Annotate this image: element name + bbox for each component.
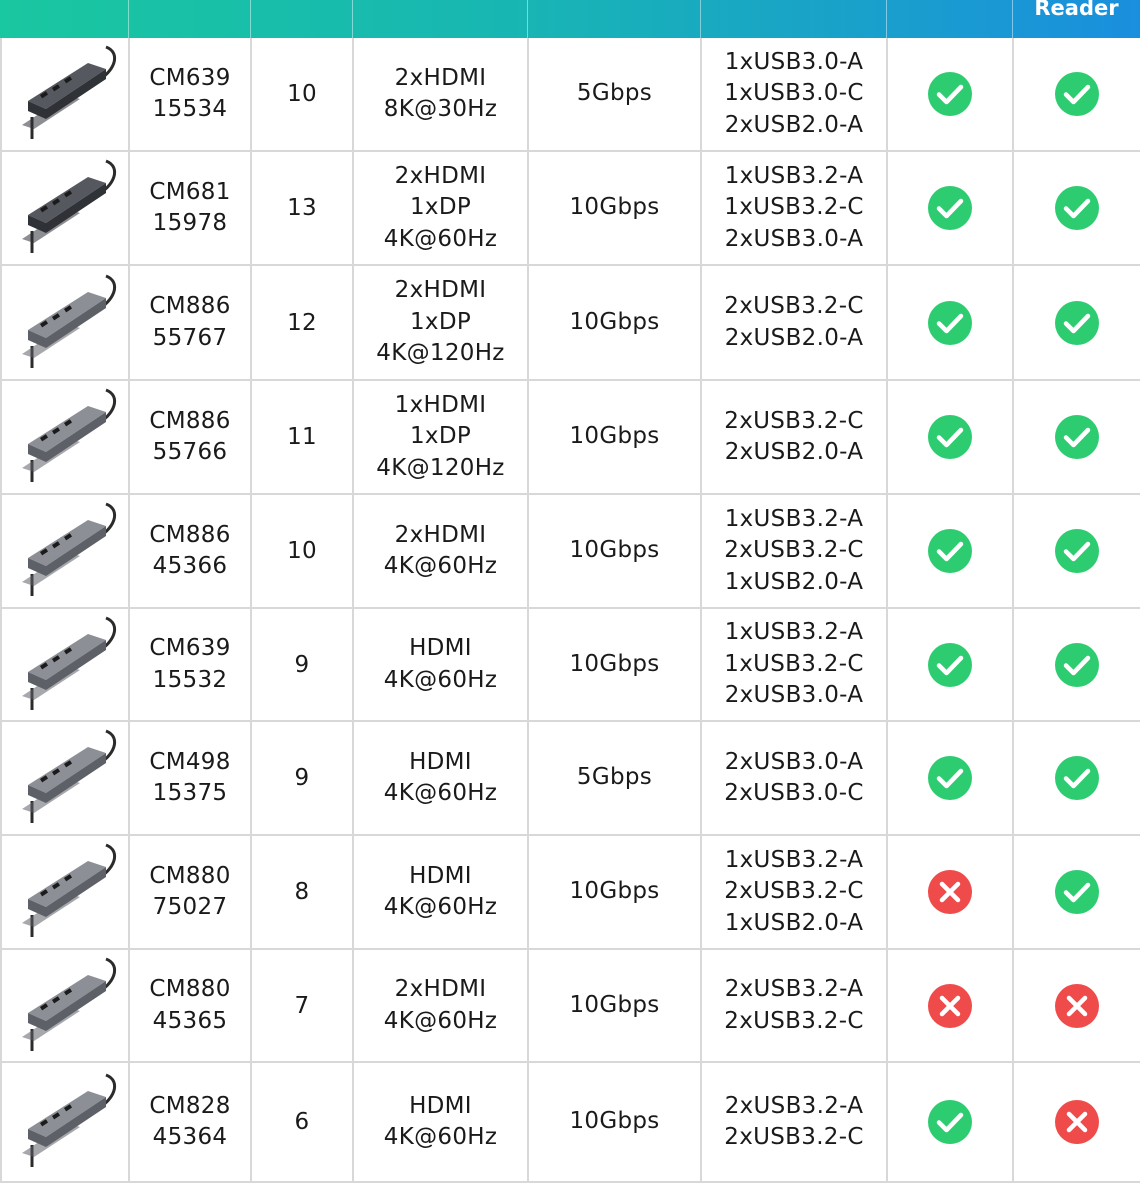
table-header bbox=[0, 0, 1140, 40]
header-cell bbox=[527, 0, 700, 38]
model-text: CM639 15532 bbox=[149, 635, 231, 693]
table-row bbox=[0, 152, 1140, 266]
usb-hub-icon bbox=[10, 153, 120, 263]
speed-cell bbox=[527, 836, 700, 948]
card-reader-cell bbox=[1012, 1063, 1140, 1181]
video-text: HDMI 4K@60Hz bbox=[383, 635, 498, 693]
usb-text: 1xUSB3.2-A 1xUSB3.2-C 2xUSB3.0-A bbox=[724, 619, 864, 709]
card-reader-cell bbox=[1012, 722, 1140, 834]
table-row bbox=[0, 1063, 1140, 1183]
table-row bbox=[0, 609, 1140, 722]
speed-cell bbox=[527, 722, 700, 834]
model-text: CM886 45366 bbox=[149, 521, 231, 579]
video-text: HDMI 4K@60Hz bbox=[383, 748, 498, 806]
ports-text: 9 bbox=[294, 651, 310, 678]
usb-ports-cell bbox=[700, 38, 886, 150]
usb-text: 1xUSB3.0-A 1xUSB3.0-C 2xUSB2.0-A bbox=[724, 48, 864, 138]
speed-cell bbox=[527, 381, 700, 493]
ports-text: 6 bbox=[294, 1109, 310, 1135]
feature-cell bbox=[886, 495, 1012, 607]
feature-cell bbox=[886, 152, 1012, 264]
video-text: HDMI 4K@60Hz bbox=[383, 1092, 498, 1150]
usb-text: 1xUSB3.2-A 2xUSB3.2-C 1xUSB2.0-A bbox=[724, 846, 864, 936]
model-text: CM886 55766 bbox=[149, 407, 231, 465]
speed-text: 5Gbps bbox=[576, 80, 653, 107]
ports-text: 11 bbox=[287, 424, 317, 450]
video-cell bbox=[352, 152, 527, 264]
usb-hub-icon bbox=[10, 496, 120, 606]
speed-cell bbox=[527, 38, 700, 150]
ports-text: 10 bbox=[287, 538, 317, 564]
feature-cell bbox=[886, 266, 1012, 379]
check-icon bbox=[927, 185, 973, 231]
speed-text: 10Gbps bbox=[569, 423, 660, 450]
usb-text: 1xUSB3.2-A 1xUSB3.2-C 2xUSB3.0-A bbox=[724, 162, 864, 252]
video-text: 2xHDMI 1xDP 4K@60Hz bbox=[383, 162, 498, 252]
speed-text: 10Gbps bbox=[569, 537, 660, 564]
product-image-cell bbox=[0, 266, 128, 379]
feature-cell bbox=[886, 950, 1012, 1061]
feature-cell bbox=[886, 722, 1012, 834]
check-icon bbox=[1054, 71, 1100, 117]
model-cell bbox=[128, 38, 250, 150]
header-cell bbox=[128, 0, 250, 38]
feature-cell bbox=[886, 836, 1012, 948]
cross-icon bbox=[927, 869, 973, 915]
cross-icon bbox=[1054, 1099, 1100, 1145]
ports-cell bbox=[250, 1063, 352, 1181]
model-text: CM828 45364 bbox=[149, 1092, 231, 1150]
speed-text: 10Gbps bbox=[569, 650, 660, 677]
model-cell bbox=[128, 266, 250, 379]
ports-text: 8 bbox=[294, 879, 310, 905]
table-row bbox=[0, 266, 1140, 381]
speed-text: 10Gbps bbox=[569, 878, 660, 905]
header-label: Reader bbox=[1034, 0, 1119, 20]
video-cell bbox=[352, 1063, 527, 1181]
model-cell bbox=[128, 152, 250, 264]
header-cell bbox=[352, 0, 527, 38]
table-row bbox=[0, 495, 1140, 609]
usb-ports-cell bbox=[700, 836, 886, 948]
ports-cell bbox=[250, 495, 352, 607]
model-text: CM498 15375 bbox=[149, 748, 231, 806]
model-text: CM639 15534 bbox=[149, 64, 231, 122]
speed-text: 5Gbps bbox=[576, 764, 653, 791]
model-cell bbox=[128, 609, 250, 720]
video-cell bbox=[352, 950, 527, 1061]
feature-cell bbox=[886, 609, 1012, 720]
video-text: HDMI 4K@60Hz bbox=[383, 862, 498, 920]
video-cell bbox=[352, 836, 527, 948]
video-text: 2xHDMI 4K@60Hz bbox=[383, 521, 498, 579]
ports-text: 10 bbox=[287, 81, 317, 107]
usb-hub-icon bbox=[10, 723, 120, 833]
speed-text: 10Gbps bbox=[569, 308, 660, 335]
card-reader-cell bbox=[1012, 152, 1140, 264]
model-text: CM886 55767 bbox=[149, 293, 231, 351]
product-image-cell bbox=[0, 495, 128, 607]
ports-cell bbox=[250, 381, 352, 493]
check-icon bbox=[927, 755, 973, 801]
card-reader-cell bbox=[1012, 381, 1140, 493]
product-image-cell bbox=[0, 381, 128, 493]
model-cell bbox=[128, 950, 250, 1061]
ports-cell bbox=[250, 152, 352, 264]
video-cell bbox=[352, 609, 527, 720]
check-icon bbox=[927, 528, 973, 574]
usb-hub-icon bbox=[10, 837, 120, 947]
check-icon bbox=[1054, 755, 1100, 801]
video-text: 2xHDMI 4K@60Hz bbox=[383, 976, 498, 1034]
table-row bbox=[0, 950, 1140, 1063]
check-icon bbox=[927, 642, 973, 688]
table-row bbox=[0, 722, 1140, 836]
ports-cell bbox=[250, 609, 352, 720]
model-cell bbox=[128, 722, 250, 834]
card-reader-cell bbox=[1012, 950, 1140, 1061]
cross-icon bbox=[927, 983, 973, 1029]
video-cell bbox=[352, 722, 527, 834]
check-icon bbox=[1054, 869, 1100, 915]
ports-text: 13 bbox=[287, 195, 317, 221]
ports-cell bbox=[250, 38, 352, 150]
usb-text: 2xUSB3.2-A 2xUSB3.2-C bbox=[724, 976, 864, 1034]
check-icon bbox=[1054, 642, 1100, 688]
product-image-cell bbox=[0, 722, 128, 834]
header-cell bbox=[0, 0, 128, 38]
usb-text: 2xUSB3.2-C 2xUSB2.0-A bbox=[724, 407, 864, 465]
ports-cell bbox=[250, 722, 352, 834]
usb-text: 1xUSB3.2-A 2xUSB3.2-C 1xUSB2.0-A bbox=[724, 505, 864, 595]
header-cell bbox=[886, 0, 1012, 38]
usb-hub-icon bbox=[10, 1067, 120, 1177]
usb-hub-icon bbox=[10, 382, 120, 492]
video-text: 2xHDMI 8K@30Hz bbox=[383, 64, 498, 122]
model-text: CM681 15978 bbox=[149, 178, 231, 236]
speed-cell bbox=[527, 152, 700, 264]
video-text: 1xHDMI 1xDP 4K@120Hz bbox=[376, 391, 505, 481]
feature-cell bbox=[886, 38, 1012, 150]
product-image-cell bbox=[0, 38, 128, 150]
ports-cell bbox=[250, 266, 352, 379]
card-reader-cell bbox=[1012, 495, 1140, 607]
check-icon bbox=[927, 71, 973, 117]
model-text: CM880 45365 bbox=[149, 976, 231, 1034]
video-cell bbox=[352, 381, 527, 493]
model-text: CM880 75027 bbox=[149, 862, 231, 920]
card-reader-cell bbox=[1012, 609, 1140, 720]
check-icon bbox=[1054, 414, 1100, 460]
header-cell bbox=[250, 0, 352, 38]
product-image-cell bbox=[0, 609, 128, 720]
video-text: 2xHDMI 1xDP 4K@120Hz bbox=[376, 277, 505, 367]
cross-icon bbox=[1054, 983, 1100, 1029]
product-image-cell bbox=[0, 1063, 128, 1181]
table-row bbox=[0, 836, 1140, 950]
video-cell bbox=[352, 495, 527, 607]
usb-text: 2xUSB3.2-A 2xUSB3.2-C bbox=[724, 1092, 864, 1150]
speed-text: 10Gbps bbox=[569, 194, 660, 221]
header-cell bbox=[1012, 0, 1140, 38]
ports-text: 7 bbox=[294, 992, 310, 1019]
usb-hub-icon bbox=[10, 610, 120, 720]
model-cell bbox=[128, 836, 250, 948]
usb-ports-cell bbox=[700, 722, 886, 834]
feature-cell bbox=[886, 381, 1012, 493]
usb-text: 2xUSB3.0-A 2xUSB3.0-C bbox=[724, 748, 864, 806]
card-reader-cell bbox=[1012, 266, 1140, 379]
product-image-cell bbox=[0, 836, 128, 948]
table-row bbox=[0, 38, 1140, 152]
check-icon bbox=[927, 414, 973, 460]
usb-ports-cell bbox=[700, 495, 886, 607]
check-icon bbox=[1054, 300, 1100, 346]
check-icon bbox=[927, 1099, 973, 1145]
usb-hub-icon bbox=[10, 39, 120, 149]
card-reader-cell bbox=[1012, 836, 1140, 948]
usb-ports-cell bbox=[700, 950, 886, 1061]
ports-text: 12 bbox=[287, 309, 317, 336]
product-image-cell bbox=[0, 152, 128, 264]
model-cell bbox=[128, 1063, 250, 1181]
ports-cell bbox=[250, 836, 352, 948]
usb-hub-icon bbox=[10, 268, 120, 378]
speed-cell bbox=[527, 495, 700, 607]
ports-text: 9 bbox=[294, 765, 310, 791]
usb-ports-cell bbox=[700, 1063, 886, 1181]
speed-text: 10Gbps bbox=[569, 991, 660, 1018]
video-cell bbox=[352, 266, 527, 379]
model-cell bbox=[128, 495, 250, 607]
check-icon bbox=[1054, 185, 1100, 231]
speed-cell bbox=[527, 1063, 700, 1181]
usb-ports-cell bbox=[700, 609, 886, 720]
usb-text: 2xUSB3.2-C 2xUSB2.0-A bbox=[724, 293, 864, 351]
speed-text: 10Gbps bbox=[569, 1108, 660, 1135]
ports-cell bbox=[250, 950, 352, 1061]
product-image-cell bbox=[0, 950, 128, 1061]
check-icon bbox=[927, 300, 973, 346]
speed-cell bbox=[527, 950, 700, 1061]
table-row bbox=[0, 381, 1140, 495]
usb-ports-cell bbox=[700, 381, 886, 493]
speed-cell bbox=[527, 266, 700, 379]
usb-ports-cell bbox=[700, 152, 886, 264]
usb-ports-cell bbox=[700, 266, 886, 379]
card-reader-cell bbox=[1012, 38, 1140, 150]
header-cell bbox=[700, 0, 886, 38]
check-icon bbox=[1054, 528, 1100, 574]
feature-cell bbox=[886, 1063, 1012, 1181]
speed-cell bbox=[527, 609, 700, 720]
usb-hub-icon bbox=[10, 951, 120, 1061]
model-cell bbox=[128, 381, 250, 493]
video-cell bbox=[352, 38, 527, 150]
